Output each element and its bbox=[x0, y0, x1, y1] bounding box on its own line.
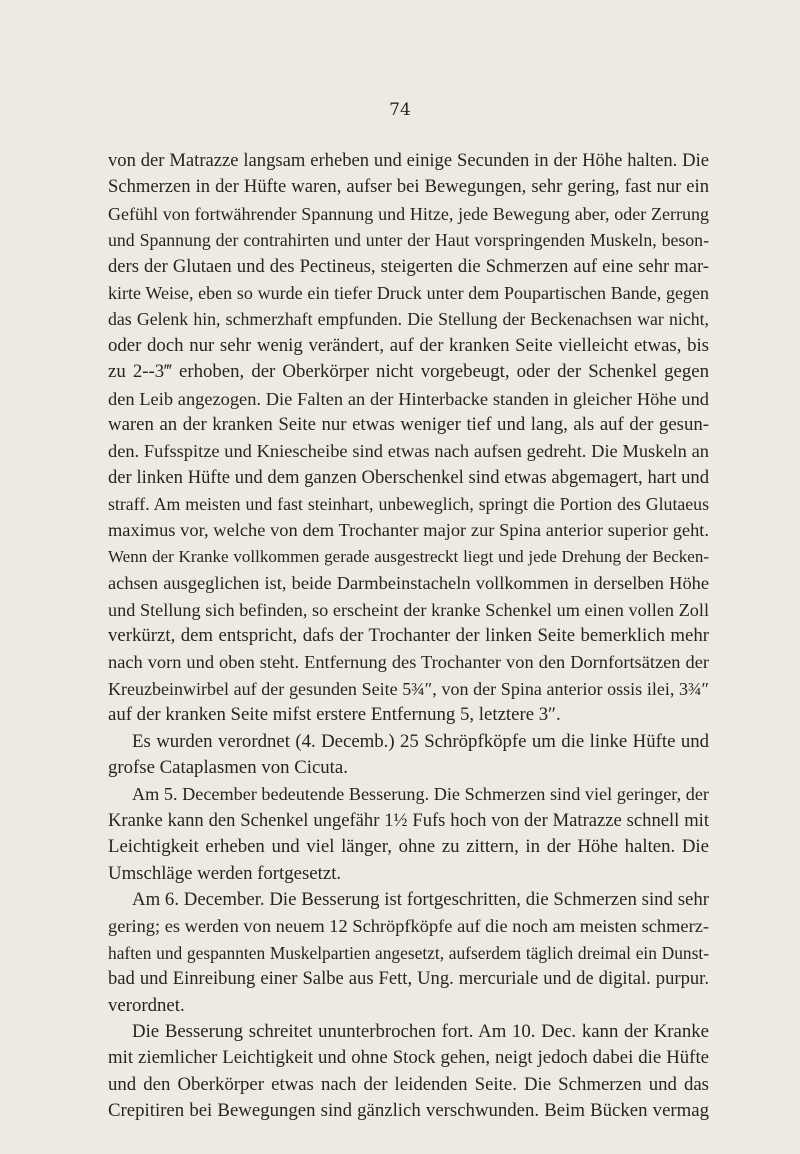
text-line: mit ziemlicher Leichtigkeit und ohne Stock gehen, neigt jedoch dabei die Hüfte bbox=[108, 1047, 709, 1069]
body-text bbox=[108, 148, 709, 1124]
text-line: Am 6. December. Die Besserung ist fortgeschritten, die Schmerzen sind sehr bbox=[132, 888, 709, 910]
page-number: 74 bbox=[389, 100, 411, 120]
text-line: und Stellung sich befinden, so erscheint der kranke Schenkel um einen vollen Zoll bbox=[108, 599, 709, 620]
text-line: verkürzt, dem entspricht, dafs der Trochanter der linken Seite bemerklich mehr bbox=[108, 625, 709, 647]
text-line: waren an der kranken Seite nur etwas weniger tief und lang, als auf der gesun- bbox=[108, 413, 709, 435]
text-line: Kranke kann den Schenkel ungefähr 1½ Fufs hoch von der Matrazze schnell mit bbox=[108, 809, 709, 831]
text-line: grofse Cataplasmen von Cicuta. bbox=[108, 756, 348, 778]
text-line: ders der Glutaen und des Pectineus, steigerten die Schmerzen auf eine sehr mar- bbox=[108, 255, 709, 277]
text-line: achsen ausgeglichen ist, beide Darmbeinstacheln vollkommen in derselben Höhe bbox=[108, 573, 709, 594]
text-line: Die Besserung schreitet ununterbrochen fort. Am 10. Dec. kann der Kranke bbox=[132, 1020, 709, 1042]
text-line: und Spannung der contrahirten und unter der Haut vorspringenden Muskeln, beson- bbox=[108, 230, 709, 251]
text-line: oder doch nur sehr wenig verändert, auf der kranken Seite vielleicht etwas, bis bbox=[108, 334, 709, 356]
text-line: nach vorn und oben steht. Entfernung des Trochanter von den Dornfortsätzen der bbox=[108, 652, 709, 673]
text-line: auf der kranken Seite mifst erstere Entfernung 5, letztere 3″. bbox=[108, 704, 561, 726]
text-line: kirte Weise, eben so wurde ein tiefer Druck unter dem Poupartischen Bande, gegen bbox=[108, 282, 709, 303]
text-line: Leichtigkeit erheben und viel länger, ohne zu zittern, in der Höhe halten. Die bbox=[108, 836, 709, 858]
text-line: von der Matrazze langsam erheben und einige Secunden in der Höhe halten. Die bbox=[108, 150, 709, 171]
text-line: den. Fufsspitze und Kniescheibe sind etwas nach aufsen gedreht. Die Muskeln an bbox=[108, 441, 709, 462]
text-line: das Gelenk hin, schmerzhaft empfunden. Die Stellung der Beckenachsen war nicht, bbox=[108, 309, 709, 330]
text-line: der linken Hüfte und dem ganzen Oberschenkel sind etwas abgemagert, hart und bbox=[108, 466, 709, 488]
text-line: und den Oberkörper etwas nach der leidenden Seite. Die Schmerzen und das bbox=[108, 1073, 709, 1095]
text-line: Crepitiren bei Bewegungen sind gänzlich verschwunden. Beim Bücken vermag bbox=[108, 1100, 709, 1122]
text-line: zu 2--3‴ erhoben, der Oberkörper nicht vorgebeugt, oder der Schenkel gegen bbox=[108, 361, 709, 383]
text-line: maximus vor, welche von dem Trochanter major zur Spina anterior superior geht. bbox=[108, 520, 709, 541]
text-line: Umschläge werden fortgesetzt. bbox=[108, 862, 342, 884]
text-line: Wenn der Kranke vollkommen gerade ausgestreckt liegt und jede Drehung der Becken- bbox=[108, 546, 709, 566]
text-line: Am 5. December bedeutende Besserung. Die Schmerzen sind viel geringer, der bbox=[132, 784, 709, 805]
text-line: bad und Einreibung einer Salbe aus Fett, Ung. mercuriale und de digital. purpur. bbox=[108, 968, 709, 990]
text-line: verordnet. bbox=[108, 994, 185, 1016]
text-line: gering; es werden von neuem 12 Schröpfköpfe auf die noch am meisten schmerz- bbox=[108, 916, 709, 937]
text-line: Schmerzen in der Hüfte waren, aufser bei Bewegungen, sehr gering, fast nur ein bbox=[108, 176, 709, 198]
text-line: Kreuzbeinwirbel auf der gesunden Seite 5¾″, von der Spina anterior ossis ilei, 3¾″ bbox=[108, 678, 709, 699]
text-line: Gefühl von fortwährender Spannung und Hitze, jede Bewegung aber, oder Zerrung bbox=[108, 203, 709, 224]
text-line: haften und gespannten Muskelpartien angesetzt, aufserdem täglich dreimal ein Dunst- bbox=[108, 942, 709, 963]
text-line: straff. Am meisten und fast steinhart, unbeweglich, springt die Portion des Glutaeus bbox=[108, 494, 709, 515]
text-line: Es wurden verordnet (4. Decemb.) 25 Schröpfköpfe um die linke Hüfte und bbox=[132, 730, 709, 752]
text-line: den Leib angezogen. Die Falten an der Hinterbacke standen in gleicher Höhe und bbox=[108, 388, 709, 409]
